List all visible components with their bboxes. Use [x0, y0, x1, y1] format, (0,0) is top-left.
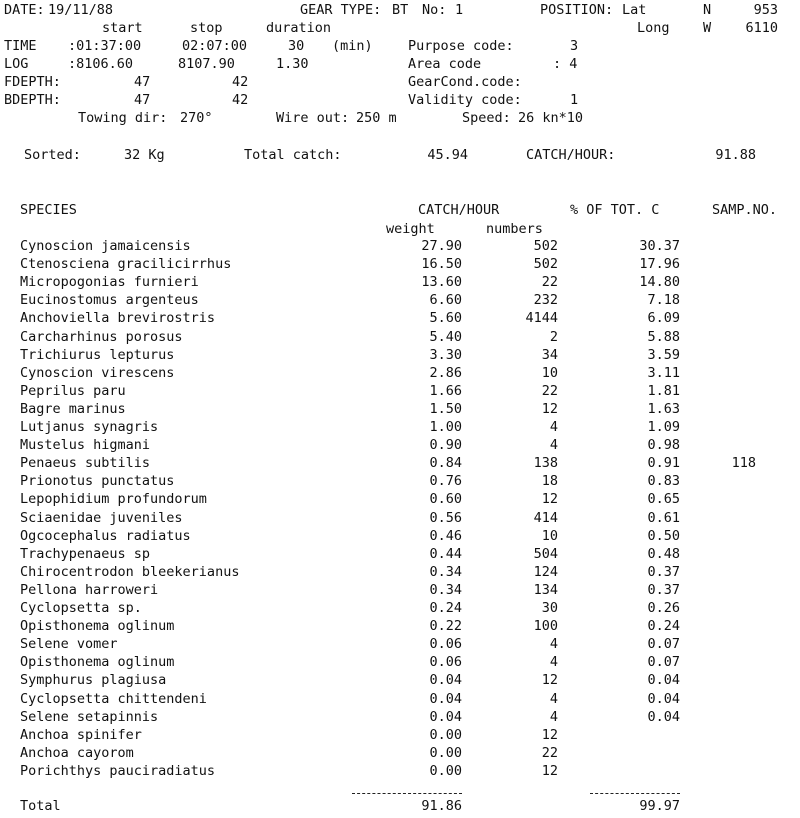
pct-value: 0.04: [647, 691, 680, 707]
numbers-value: 34: [541, 347, 558, 363]
long-direction: W: [703, 20, 712, 36]
gear-type-value: BT: [392, 2, 409, 18]
weight-value: 0.60: [429, 491, 462, 507]
time-unit: (min): [332, 38, 373, 54]
numbers-value: 4: [549, 419, 558, 435]
date-label: DATE:: [4, 2, 45, 18]
weight-value: 5.60: [429, 310, 462, 326]
gear-type-label: GEAR TYPE:: [300, 2, 382, 18]
pct-value: 0.48: [647, 546, 680, 562]
weight-value: 0.04: [429, 709, 462, 725]
log-duration: 1.30: [276, 56, 309, 72]
total-pct: 99.97: [639, 798, 680, 814]
pct-value: 6.09: [647, 310, 680, 326]
pct-value: 14.80: [639, 274, 680, 290]
bdepth-label: BDEPTH:: [4, 92, 61, 108]
species-name: Cyclopsetta chittendeni: [20, 691, 207, 707]
weight-value: 13.60: [421, 274, 462, 290]
total-weight: 91.86: [421, 798, 462, 814]
species-name: Anchoa cayorom: [20, 745, 134, 761]
weight-header: weight: [386, 221, 435, 237]
weight-value: 0.00: [429, 763, 462, 779]
numbers-value: 22: [541, 383, 558, 399]
time-stop: 02:07:00: [182, 38, 248, 54]
total-label: Total: [20, 798, 61, 814]
weight-value: 0.56: [429, 510, 462, 526]
pct-value: 7.18: [647, 292, 680, 308]
numbers-value: 12: [541, 672, 558, 688]
species-name: Selene vomer: [20, 636, 118, 652]
pct-value: 0.04: [647, 672, 680, 688]
numbers-value: 4: [549, 437, 558, 453]
area-code-value: : 4: [553, 56, 578, 72]
log-label: LOG: [4, 56, 29, 72]
numbers-value: 12: [541, 491, 558, 507]
weight-value: 0.76: [429, 473, 462, 489]
numbers-value: 2: [549, 329, 558, 345]
weight-value: 0.34: [429, 564, 462, 580]
weight-value: 0.00: [429, 745, 462, 761]
weight-value: 0.24: [429, 600, 462, 616]
numbers-value: 4: [549, 636, 558, 652]
catch-hour-header: CATCH/HOUR: [418, 202, 500, 218]
weight-value: 0.04: [429, 691, 462, 707]
numbers-value: 124: [533, 564, 558, 580]
purpose-code-value: 3: [570, 38, 579, 54]
pct-value: 0.61: [647, 510, 680, 526]
haul-no-value: 1: [455, 2, 464, 18]
species-name: Anchoviella brevirostris: [20, 310, 216, 326]
numbers-value: 138: [533, 455, 558, 471]
weight-total-rule: [352, 793, 462, 794]
species-name: Symphurus plagiusa: [20, 672, 167, 688]
pct-value: 5.88: [647, 329, 680, 345]
numbers-header: numbers: [486, 221, 543, 237]
date-value: 19/11/88: [48, 2, 114, 18]
sorted-label: Sorted:: [24, 147, 81, 163]
weight-value: 0.90: [429, 437, 462, 453]
towing-dir-label: Towing dir:: [78, 110, 168, 126]
log-stop: 8107.90: [178, 56, 235, 72]
col-start-header: start: [102, 20, 143, 36]
fdepth-start: 47: [134, 74, 151, 90]
pct-value: 0.98: [647, 437, 680, 453]
pct-value: 0.04: [647, 709, 680, 725]
pct-value: 0.07: [647, 636, 680, 652]
species-name: Selene setapinnis: [20, 709, 159, 725]
time-start: :01:37:00: [68, 38, 142, 54]
area-code-label: Area code: [408, 56, 482, 72]
species-name: Ogcocephalus radiatus: [20, 528, 191, 544]
species-header: SPECIES: [20, 202, 77, 218]
numbers-value: 4: [549, 709, 558, 725]
weight-value: 0.04: [429, 672, 462, 688]
haul-no-label: No:: [422, 2, 447, 18]
pct-total-rule: [590, 793, 680, 794]
pct-value: 1.09: [647, 419, 680, 435]
numbers-value: 4: [549, 691, 558, 707]
weight-value: 1.00: [429, 419, 462, 435]
validity-code-value: 1: [570, 92, 579, 108]
numbers-value: 414: [533, 510, 558, 526]
col-duration-header: duration: [266, 20, 332, 36]
speed-value: 26 kn*10: [518, 110, 584, 126]
species-name: Cynoscion jamaicensis: [20, 238, 191, 254]
species-name: Trichiurus lepturus: [20, 347, 175, 363]
numbers-value: 10: [541, 528, 558, 544]
pct-value: 17.96: [639, 256, 680, 272]
numbers-value: 12: [541, 763, 558, 779]
species-name: Eucinostomus argenteus: [20, 292, 199, 308]
species-name: Bagre marinus: [20, 401, 126, 417]
gearcond-code-label: GearCond.code:: [408, 74, 522, 90]
numbers-value: 504: [533, 546, 558, 562]
numbers-value: 12: [541, 401, 558, 417]
weight-value: 0.84: [429, 455, 462, 471]
time-label: TIME: [4, 38, 37, 54]
weight-value: 0.00: [429, 727, 462, 743]
species-name: Anchoa spinifer: [20, 727, 142, 743]
species-name: Chirocentrodon bleekerianus: [20, 564, 240, 580]
long-label: Long: [637, 20, 670, 36]
pct-value: 1.81: [647, 383, 680, 399]
numbers-value: 4: [549, 654, 558, 670]
pct-value: 0.65: [647, 491, 680, 507]
numbers-value: 22: [541, 274, 558, 290]
catch-per-hour-value: 91.88: [715, 147, 756, 163]
sample-number-value: 118: [731, 455, 756, 471]
weight-value: 5.40: [429, 329, 462, 345]
total-catch-value: 45.94: [427, 147, 468, 163]
lat-direction: N: [703, 2, 712, 18]
position-label: POSITION:: [540, 2, 614, 18]
pct-value: 3.11: [647, 365, 680, 381]
numbers-value: 10: [541, 365, 558, 381]
numbers-value: 30: [541, 600, 558, 616]
species-name: Lutjanus synagris: [20, 419, 159, 435]
pct-value: 0.50: [647, 528, 680, 544]
pct-value: 1.63: [647, 401, 680, 417]
lat-label: Lat: [622, 2, 647, 18]
species-name: Prionotus punctatus: [20, 473, 175, 489]
pct-value: 0.37: [647, 582, 680, 598]
species-name: Cyclopsetta sp.: [20, 600, 142, 616]
weight-value: 16.50: [421, 256, 462, 272]
species-name: Micropogonias furnieri: [20, 274, 199, 290]
weight-value: 1.66: [429, 383, 462, 399]
pct-value: 0.91: [647, 455, 680, 471]
weight-value: 0.46: [429, 528, 462, 544]
catch-per-hour-label: CATCH/HOUR:: [526, 147, 616, 163]
numbers-value: 502: [533, 256, 558, 272]
weight-value: 6.60: [429, 292, 462, 308]
long-value: 6110: [745, 20, 778, 36]
species-name: Pellona harroweri: [20, 582, 159, 598]
species-name: Ctenosciena gracilicirrhus: [20, 256, 232, 272]
col-stop-header: stop: [190, 20, 223, 36]
purpose-code-label: Purpose code:: [408, 38, 514, 54]
bdepth-start: 47: [134, 92, 151, 108]
species-name: Porichthys pauciradiatus: [20, 763, 216, 779]
numbers-value: 502: [533, 238, 558, 254]
weight-value: 1.50: [429, 401, 462, 417]
fdepth-label: FDEPTH:: [4, 74, 61, 90]
weight-value: 27.90: [421, 238, 462, 254]
validity-code-label: Validity code:: [408, 92, 522, 108]
pct-value: 0.24: [647, 618, 680, 634]
numbers-value: 232: [533, 292, 558, 308]
species-name: Mustelus higmani: [20, 437, 151, 453]
weight-value: 2.86: [429, 365, 462, 381]
species-name: Penaeus subtilis: [20, 455, 151, 471]
weight-value: 3.30: [429, 347, 462, 363]
numbers-value: 22: [541, 745, 558, 761]
species-name: Opisthonema oglinum: [20, 618, 175, 634]
time-duration: 30: [288, 38, 305, 54]
towing-dir-value: 270°: [180, 110, 213, 126]
speed-label: Speed:: [462, 110, 511, 126]
bdepth-stop: 42: [232, 92, 249, 108]
species-name: Lepophidium profundorum: [20, 491, 207, 507]
numbers-value: 134: [533, 582, 558, 598]
pct-of-total-header: % OF TOT. C: [570, 202, 660, 218]
fdepth-stop: 42: [232, 74, 249, 90]
weight-value: 0.44: [429, 546, 462, 562]
lat-value: 953: [753, 2, 778, 18]
sorted-value: 32 Kg: [124, 147, 165, 163]
pct-value: 0.37: [647, 564, 680, 580]
weight-value: 0.06: [429, 636, 462, 652]
sample-number-header: SAMP.NO.: [712, 202, 778, 218]
pct-value: 30.37: [639, 238, 680, 254]
species-name: Peprilus paru: [20, 383, 126, 399]
numbers-value: 12: [541, 727, 558, 743]
pct-value: 3.59: [647, 347, 680, 363]
pct-value: 0.83: [647, 473, 680, 489]
numbers-value: 18: [541, 473, 558, 489]
total-catch-label: Total catch:: [244, 147, 342, 163]
weight-value: 0.22: [429, 618, 462, 634]
weight-value: 0.34: [429, 582, 462, 598]
species-name: Cynoscion virescens: [20, 365, 175, 381]
pct-value: 0.07: [647, 654, 680, 670]
numbers-value: 100: [533, 618, 558, 634]
species-name: Opisthonema oglinum: [20, 654, 175, 670]
log-start: :8106.60: [68, 56, 134, 72]
species-name: Carcharhinus porosus: [20, 329, 183, 345]
weight-value: 0.06: [429, 654, 462, 670]
wire-out-label: Wire out:: [276, 110, 350, 126]
species-name: Trachypenaeus sp: [20, 546, 151, 562]
wire-out-value: 250 m: [356, 110, 397, 126]
pct-value: 0.26: [647, 600, 680, 616]
numbers-value: 4144: [525, 310, 558, 326]
species-name: Sciaenidae juveniles: [20, 510, 183, 526]
